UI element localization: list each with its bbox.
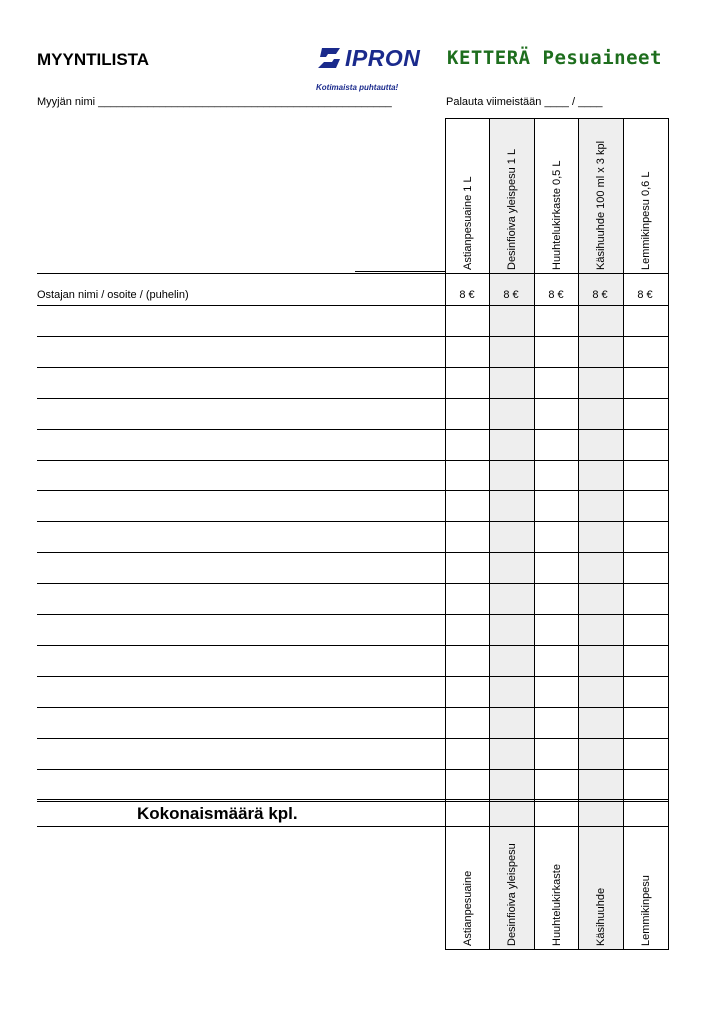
seller-name-field[interactable]: Myyjän nimi ________________________________________________ [37, 96, 392, 108]
header-bottom-line [37, 273, 669, 274]
column-divider [623, 118, 624, 949]
footer-product-4: Käsihuuhde [595, 887, 607, 946]
ipron-logo [316, 44, 420, 72]
row-line [37, 336, 669, 337]
row-line [37, 490, 669, 491]
total-label: Kokonaismäärä kpl. [137, 804, 298, 823]
footer-product-5: Lemmikinpesu [640, 875, 652, 946]
product-header-2: Desinfioiva yleispesu 1 L [506, 148, 518, 270]
footer-product-1: Astianpesuaine [462, 870, 474, 946]
footer-product-3: Huuhtelukirkaste [551, 864, 563, 946]
footer-product-2: Desinfioiva yleispesu [506, 843, 518, 946]
price-row-line [37, 305, 669, 306]
header-top-line [445, 118, 669, 119]
column-divider [534, 118, 535, 949]
buyer-column-label: Ostajan nimi / osoite / (puhelin) [37, 289, 189, 301]
column-divider [668, 118, 669, 949]
row-line [37, 429, 669, 430]
ipron-logo-icon [316, 46, 342, 70]
row-line [37, 460, 669, 461]
product-header-3: Huuhtelukirkaste 0,5 L [551, 160, 563, 270]
row-line [37, 583, 669, 584]
row-line [37, 676, 669, 677]
row-line [37, 521, 669, 522]
product-header-4: Käsihuuhde 100 ml x 3 kpl [595, 140, 607, 270]
total-top-line [37, 801, 669, 802]
return-deadline-field[interactable]: Palauta viimeistään ____ / ____ [446, 96, 603, 108]
product-header-5: Lemmikinpesu 0,6 L [640, 171, 652, 270]
column-divider [578, 118, 579, 949]
brand-name: KETTERÄ Pesuaineet [447, 47, 662, 69]
price-3: 8 € [548, 289, 564, 301]
row-line [37, 398, 669, 399]
logo-text: IPRON [345, 44, 421, 71]
price-5: 8 € [637, 289, 653, 301]
row-line [37, 367, 669, 368]
row-line [37, 769, 669, 770]
slogan: Kotimaista puhtautta! [316, 83, 399, 92]
row-line [37, 799, 669, 800]
price-1: 8 € [459, 289, 475, 301]
row-line [37, 614, 669, 615]
column-divider [489, 118, 490, 949]
row-line [37, 552, 669, 553]
price-2: 8 € [503, 289, 519, 301]
row-line [37, 738, 669, 739]
product-header-1: Astianpesuaine 1 L [462, 176, 474, 270]
footer-bottom-line [445, 949, 669, 950]
total-bottom-line [37, 826, 669, 827]
price-4: 8 € [592, 289, 608, 301]
column-divider [445, 118, 446, 949]
row-line [37, 645, 669, 646]
header-accent-line [355, 271, 445, 272]
page-title: MYYNTILISTA [37, 50, 150, 69]
row-line [37, 707, 669, 708]
